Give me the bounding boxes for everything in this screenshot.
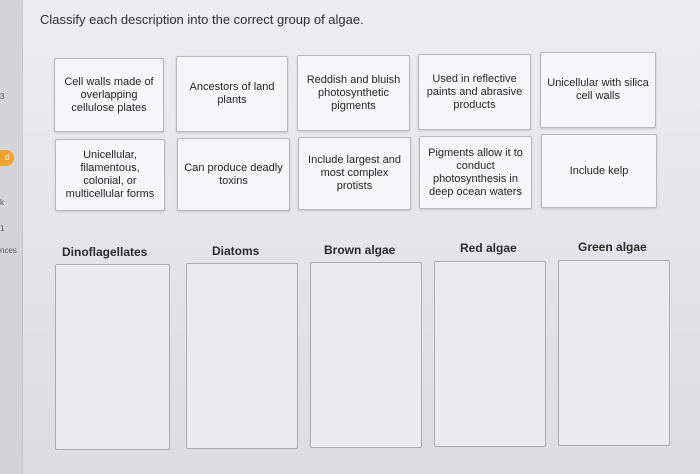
group-header-red-algae: Red algae [460,241,517,255]
description-card-reflective-paints[interactable]: Used in reflective paints and abrasive products [418,54,531,130]
description-card-cellulose-plates[interactable]: Cell walls made of overlapping cellulose plates [54,58,164,132]
dropzone-green-algae[interactable] [558,260,670,446]
question-instruction: Classify each description into the correct group of algae. [40,12,364,27]
side-strip-mark: 3 [0,92,5,101]
description-card-kelp[interactable]: Include kelp [541,134,657,208]
dropzone-diatoms[interactable] [186,263,298,449]
description-card-silica-walls[interactable]: Unicellular with silica cell walls [540,52,656,128]
group-header-brown-algae: Brown algae [324,243,396,257]
side-strip [0,0,23,474]
description-card-multicellular-forms[interactable]: Unicellular, filamentous, colonial, or multicellular forms [55,139,165,211]
side-strip-mark: nces [0,246,17,255]
description-card-reddish-pigments[interactable]: Reddish and bluish photosynthetic pigments [297,55,410,131]
group-header-green-algae: Green algae [578,240,647,254]
description-card-deep-ocean[interactable]: Pigments allow it to conduct photosynthesis in deep ocean waters [419,136,532,209]
group-header-diatoms: Diatoms [212,244,260,258]
side-strip-mark: 1 [0,224,5,233]
dropzone-red-algae[interactable] [434,261,546,447]
side-strip-badge[interactable]: d [0,150,14,166]
description-card-land-plants[interactable]: Ancestors of land plants [176,56,288,132]
description-card-largest-protists[interactable]: Include largest and most complex protists [298,137,411,210]
description-card-deadly-toxins[interactable]: Can produce deadly toxins [177,138,290,211]
side-strip-mark: k [0,198,4,207]
dropzone-brown-algae[interactable] [310,262,422,448]
dropzone-dinoflagellates[interactable] [55,264,170,450]
group-header-dinoflagellates: Dinoflagellates [62,245,148,259]
